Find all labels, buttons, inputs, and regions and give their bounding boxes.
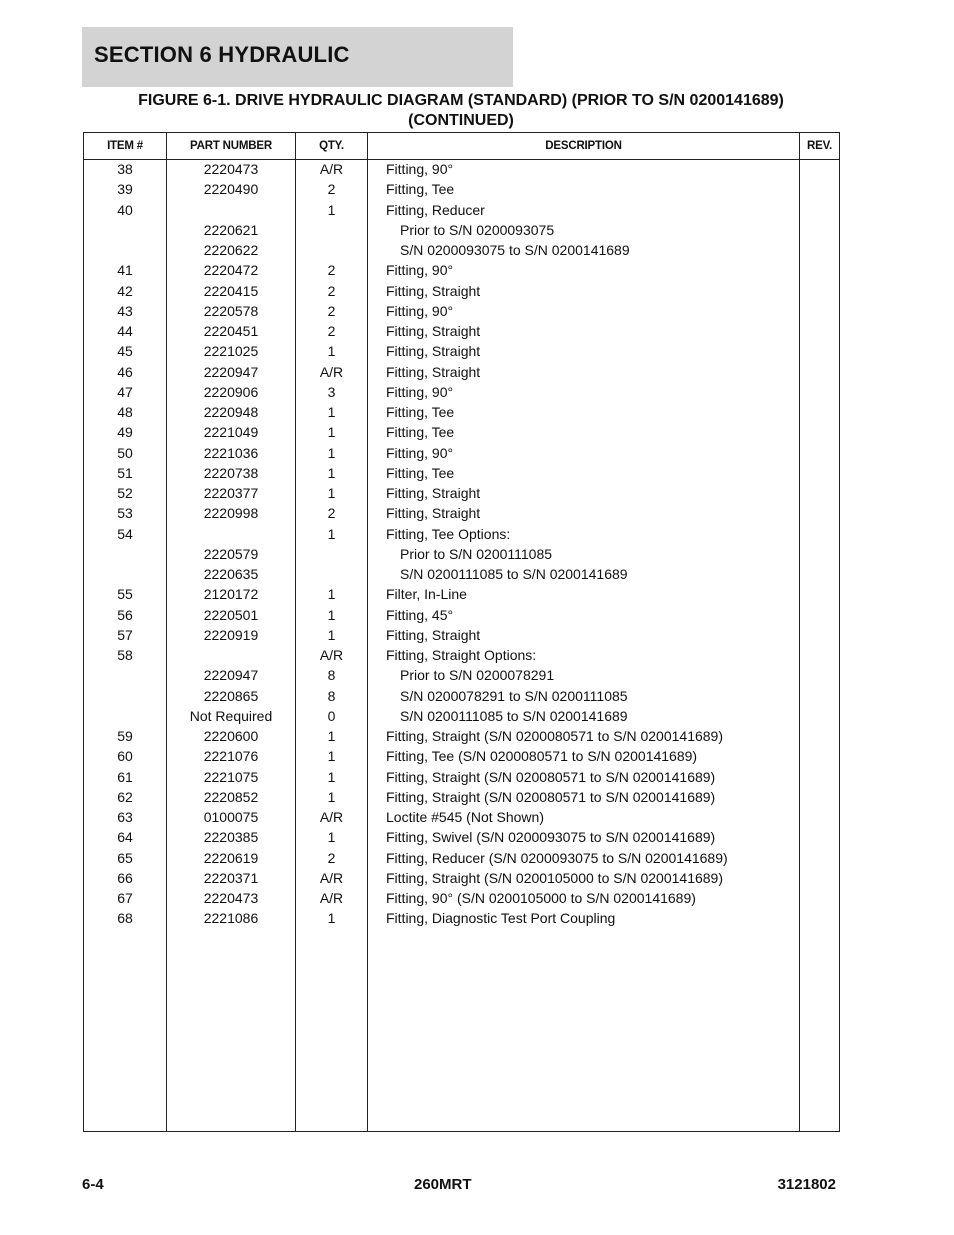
item-cell: 45 (117, 343, 133, 360)
description-cell: Fitting, 90° (386, 262, 454, 279)
header-description: DESCRIPTION (545, 140, 622, 152)
qty-cell: A/R (319, 809, 344, 825)
description-cell: Fitting, Straight (S/N 0200105000 to S/N 0200141689) (386, 869, 723, 886)
item-cell: 40 (117, 201, 133, 218)
item-cell: 51 (117, 464, 133, 481)
table-row (84, 200, 839, 220)
description-cell: Fitting, Tee (386, 424, 455, 441)
table-row (84, 625, 839, 645)
part-number-cell: 2220490 (203, 181, 259, 198)
description-cell: S/N 0200093075 to S/N 0200141689 (400, 242, 630, 258)
description-cell: Fitting, 90° (386, 161, 454, 177)
table-row (84, 382, 839, 402)
part-number-cell: 2221049 (203, 424, 259, 441)
item-cell: 58 (117, 647, 133, 663)
qty-cell: 1 (327, 485, 336, 501)
qty-cell: 1 (327, 829, 336, 846)
description-cell: Fitting, Reducer (386, 201, 485, 218)
table-row (84, 807, 839, 827)
qty-cell: 1 (327, 788, 336, 805)
table-body (84, 159, 839, 929)
table-row (84, 908, 839, 928)
item-cell: 54 (117, 525, 133, 542)
table-row (84, 706, 839, 726)
qty-cell: 3 (327, 383, 336, 400)
qty-cell: 1 (327, 586, 336, 603)
part-number-cell: Not Required (189, 707, 273, 724)
item-cell: 55 (117, 586, 133, 603)
section-title: SECTION 6 HYDRAULIC (94, 42, 350, 67)
table-row (84, 179, 839, 199)
table-row (84, 220, 839, 240)
description-cell: Fitting, Tee (386, 181, 455, 198)
table-row (84, 321, 839, 341)
part-number-cell: 2220385 (203, 829, 259, 846)
description-cell: S/N 0200111085 to S/N 0200141689 (400, 566, 628, 582)
item-cell: 66 (117, 869, 133, 886)
figure-title (82, 91, 840, 131)
description-cell: Prior to S/N 0200093075 (400, 221, 555, 238)
table-row (84, 301, 839, 321)
item-cell: 38 (117, 161, 133, 177)
table-row (84, 787, 839, 807)
qty-cell: 8 (327, 687, 336, 704)
footer-doc-number: 3121802 (777, 1176, 836, 1193)
part-number-cell: 2220622 (203, 242, 259, 258)
table-row (84, 767, 839, 787)
part-number-cell: 2220473 (203, 161, 259, 177)
item-cell: 52 (117, 485, 133, 501)
footer-model: 260MRT (414, 1176, 472, 1193)
qty-cell: 1 (327, 626, 336, 643)
item-cell: 63 (117, 809, 133, 825)
item-cell: 68 (117, 910, 133, 927)
qty-cell: A/R (319, 869, 344, 886)
description-cell: Fitting, Straight (S/N 020080571 to S/N 0200141689) (386, 788, 716, 805)
part-number-cell: 2220415 (203, 282, 259, 299)
qty-cell: 1 (327, 343, 336, 360)
parts-table (83, 132, 840, 1132)
item-cell: 42 (117, 282, 133, 299)
item-cell: 56 (117, 606, 133, 623)
table-row (84, 443, 839, 463)
header-qty: QTY. (319, 140, 344, 152)
item-cell: 46 (117, 363, 133, 380)
part-number-cell: 2221076 (203, 748, 259, 765)
part-number-cell: 2120172 (203, 586, 259, 603)
header-rev: REV. (807, 140, 832, 152)
table-row (84, 159, 839, 179)
qty-cell: 1 (327, 606, 336, 623)
item-cell: 43 (117, 302, 133, 319)
part-number-cell: 2220600 (203, 728, 259, 744)
table-row (84, 746, 839, 766)
qty-cell: 2 (327, 282, 336, 299)
qty-cell: 1 (327, 464, 336, 481)
description-cell: Fitting, Tee (S/N 0200080571 to S/N 0200141689) (386, 748, 698, 765)
part-number-cell: 2220473 (203, 890, 259, 906)
qty-cell: 1 (327, 768, 336, 785)
table-row (84, 483, 839, 503)
table-row (84, 584, 839, 604)
qty-cell: 1 (327, 910, 336, 927)
table-row (84, 827, 839, 847)
qty-cell: 1 (327, 201, 336, 218)
part-number-cell: 2220501 (203, 606, 259, 623)
section-banner (82, 27, 513, 87)
qty-cell: 8 (327, 667, 336, 684)
item-cell: 48 (117, 404, 133, 420)
description-cell: S/N 0200078291 to S/N 0200111085 (400, 687, 628, 704)
part-number-cell: 2221036 (203, 444, 259, 461)
qty-cell: 2 (327, 849, 336, 866)
part-number-cell: 2220865 (203, 687, 259, 704)
qty-cell: 1 (327, 424, 336, 441)
part-number-cell: 2221086 (203, 910, 259, 927)
item-cell: 50 (117, 444, 133, 461)
description-cell: Fitting, 45° (386, 606, 454, 623)
description-cell: Fitting, Swivel (S/N 0200093075 to S/N 0200141689) (386, 829, 716, 846)
table-row (84, 281, 839, 301)
part-number-cell: 2220947 (203, 667, 259, 684)
qty-cell: 2 (327, 181, 336, 198)
description-cell: Filter, In-Line (386, 586, 467, 603)
qty-cell: 1 (327, 728, 336, 744)
description-cell: Fitting, Straight (386, 626, 481, 643)
description-cell: Fitting, Straight (386, 282, 481, 299)
part-number-cell: 2221075 (203, 768, 259, 785)
table-row (84, 341, 839, 361)
figure-title-line2: (CONTINUED) (408, 112, 514, 129)
table-row (84, 402, 839, 422)
description-cell: Fitting, Tee (386, 464, 455, 481)
part-number-cell: 2220998 (203, 505, 259, 522)
qty-cell: 1 (327, 748, 336, 765)
part-number-cell: 0100075 (203, 809, 259, 825)
item-cell: 67 (117, 890, 133, 906)
part-number-cell: 2220451 (203, 323, 259, 339)
part-number-cell: 2220619 (203, 849, 259, 866)
item-cell: 49 (117, 424, 133, 441)
item-cell: 61 (117, 768, 133, 785)
table-row (84, 503, 839, 523)
description-cell: Fitting, Straight (S/N 020080571 to S/N 0200141689) (386, 768, 716, 785)
part-number-cell: 2220579 (203, 545, 259, 562)
item-cell: 57 (117, 626, 133, 643)
item-cell: 47 (117, 383, 133, 400)
qty-cell: A/R (319, 161, 344, 177)
part-number-cell: 2220919 (203, 626, 259, 643)
part-number-cell: 2221025 (203, 343, 259, 360)
table-row (84, 422, 839, 442)
item-cell: 41 (117, 262, 133, 279)
part-number-cell: 2220738 (203, 464, 259, 481)
description-cell: Fitting, Straight (386, 485, 481, 501)
description-cell: Fitting, Straight Options: (386, 647, 537, 663)
table-row (84, 848, 839, 868)
part-number-cell: 2220852 (203, 788, 259, 805)
table-row (84, 888, 839, 908)
table-row (84, 605, 839, 625)
part-number-cell: 2220578 (203, 302, 259, 319)
description-cell: Loctite #545 (Not Shown) (386, 809, 544, 825)
item-cell: 44 (117, 323, 133, 339)
description-cell: Fitting, 90° (386, 444, 454, 461)
description-cell: Prior to S/N 0200078291 (400, 667, 555, 684)
description-cell: Fitting, 90° (386, 302, 454, 319)
table-row (84, 868, 839, 888)
part-number-cell: 2220472 (203, 262, 259, 279)
qty-cell: 1 (327, 444, 336, 461)
description-cell: Fitting, Diagnostic Test Port Coupling (386, 910, 616, 927)
item-cell: 62 (117, 788, 133, 805)
item-cell: 60 (117, 748, 133, 765)
description-cell: S/N 0200111085 to S/N 0200141689 (400, 707, 628, 724)
qty-cell: 2 (327, 262, 336, 279)
qty-cell: 0 (327, 707, 336, 724)
part-number-cell: 2220948 (203, 404, 259, 420)
table-row (84, 645, 839, 665)
figure-title-line1: FIGURE 6-1. DRIVE HYDRAULIC DIAGRAM (STANDARD) (PRIOR TO S/N 0200141689) (138, 92, 784, 109)
header-part-number: PART NUMBER (190, 140, 272, 152)
table-row (84, 240, 839, 260)
qty-cell: A/R (319, 647, 344, 663)
qty-cell: 1 (327, 525, 336, 542)
qty-cell: 1 (327, 404, 336, 420)
table-row (84, 686, 839, 706)
table-row (84, 544, 839, 564)
item-cell: 59 (117, 728, 133, 744)
table-row (84, 524, 839, 544)
description-cell: Fitting, Straight (386, 343, 481, 360)
qty-cell: 2 (327, 505, 336, 522)
footer-page-number: 6-4 (82, 1176, 104, 1193)
table-row (84, 463, 839, 483)
table-row (84, 260, 839, 280)
qty-cell: 2 (327, 302, 336, 319)
qty-cell: A/R (319, 890, 344, 906)
description-cell: Prior to S/N 0200111085 (400, 545, 553, 562)
table-row (84, 665, 839, 685)
description-cell: Fitting, Straight (386, 323, 481, 339)
item-cell: 53 (117, 505, 133, 522)
description-cell: Fitting, Tee (386, 404, 455, 420)
item-cell: 64 (117, 829, 133, 846)
item-cell: 39 (117, 181, 133, 198)
description-cell: Fitting, Straight (386, 505, 481, 522)
part-number-cell: 2220906 (203, 383, 259, 400)
table-row (84, 362, 839, 382)
part-number-cell: 2220947 (203, 363, 259, 380)
description-cell: Fitting, 90° (386, 383, 454, 400)
description-cell: Fitting, Reducer (S/N 0200093075 to S/N 0200141689) (386, 849, 728, 866)
table-row (84, 726, 839, 746)
description-cell: Fitting, 90° (S/N 0200105000 to S/N 0200141689) (386, 890, 696, 906)
part-number-cell: 2220377 (203, 485, 259, 501)
part-number-cell: 2220621 (203, 221, 259, 238)
part-number-cell: 2220371 (203, 869, 259, 886)
qty-cell: 2 (327, 323, 336, 339)
description-cell: Fitting, Straight (386, 363, 481, 380)
description-cell: Fitting, Straight (S/N 0200080571 to S/N 0200141689) (386, 728, 723, 744)
header-item: ITEM # (107, 140, 143, 152)
description-cell: Fitting, Tee Options: (386, 525, 511, 542)
qty-cell: A/R (319, 363, 344, 380)
part-number-cell: 2220635 (203, 566, 259, 582)
item-cell: 65 (117, 849, 133, 866)
table-row (84, 564, 839, 584)
